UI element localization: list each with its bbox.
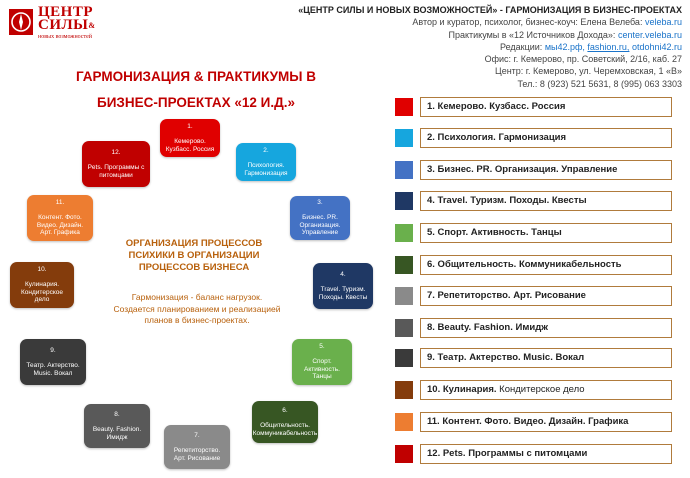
- editorial-link-3[interactable]: otdohni42.ru: [631, 41, 682, 52]
- editorial-link-1[interactable]: мы42.рф,: [544, 41, 585, 52]
- legend-color-swatch: [395, 413, 413, 431]
- node-number: 8.: [114, 410, 120, 418]
- legend-item-3: [395, 160, 666, 180]
- node-number: 12.: [111, 148, 121, 156]
- circle-node-11: [27, 195, 93, 241]
- node-number: 7.: [194, 431, 200, 439]
- header-phone: Тел.: 8 (923) 521 5631, 8 (995) 063 3303: [517, 78, 682, 89]
- node-number: 3.: [317, 199, 323, 207]
- node-number: 1.: [187, 122, 193, 130]
- circle-node-6: [252, 401, 318, 443]
- header-practicum-line: [262, 29, 682, 41]
- node-text: Контент. Фото. Видео. Дизайн. Арт. Графика: [36, 214, 84, 237]
- main-title: [46, 64, 346, 116]
- main-title-line1: ГАРМОНИЗАЦИЯ & ПРАКТИКУМЫ В: [75, 69, 317, 84]
- legend-color-swatch: [395, 319, 413, 337]
- legend-item-10: [395, 380, 666, 400]
- legend-color-swatch: [395, 445, 413, 463]
- node-number: 11.: [55, 199, 65, 207]
- legend-label: 11. Контент. Фото. Видео. Дизайн. Графика: [420, 412, 672, 432]
- legend-label: 4. Travel. Туризм. Походы. Квесты: [420, 191, 672, 211]
- legend-item-2: [395, 128, 666, 148]
- legend-color-swatch: [395, 129, 413, 147]
- legend-item-11: [395, 412, 666, 432]
- legend-item-12: [395, 444, 666, 464]
- node-text: Театр. Актерство. Music. Вокал: [26, 362, 80, 377]
- node-text: Кулинария. Кондитерское дело: [21, 281, 63, 304]
- node-number: 6.: [282, 406, 288, 414]
- node-number: 9.: [50, 346, 56, 354]
- header-editorial-line: [262, 41, 682, 53]
- legend-label: 2. Психология. Гармонизация: [420, 128, 672, 148]
- node-number: 2.: [263, 146, 269, 154]
- node-text: Travel. Туризм. Походы. Квесты: [318, 286, 368, 301]
- legend-label: [420, 380, 672, 400]
- legend-label: 6. Общительность. Коммуникабельность: [420, 255, 672, 275]
- legend-item-7: [395, 286, 666, 306]
- logo-title-line2: СИЛЫ: [38, 17, 89, 33]
- circle-node-10: [10, 262, 74, 308]
- legend-color-swatch: [395, 161, 413, 179]
- legend-color-swatch: [395, 287, 413, 305]
- center-body: Гармонизация - баланс нагрузок. Создается планированием и реализацией планов в бизнес-проектах.: [113, 292, 281, 325]
- header-practicum-text: Практикумы в «12 Источников Дохода»:: [448, 29, 616, 40]
- node-number: 5.: [319, 343, 325, 351]
- legend-color-swatch: [395, 98, 413, 116]
- legend-color-swatch: [395, 192, 413, 210]
- circle-node-12: [82, 141, 150, 187]
- node-number: 4.: [340, 270, 346, 278]
- header-title: «ЦЕНТР СИЛЫ И НОВЫХ ВОЗМОЖНОСТЕЙ» - ГАРМОНИЗАЦИЯ В БИЗНЕС-ПРОЕКТАХ: [298, 5, 682, 15]
- node-text: Общительность. Коммуникабельность: [252, 422, 318, 437]
- legend-item-6: [395, 255, 666, 275]
- legend-label: 5. Спорт. Активность. Танцы: [420, 223, 672, 243]
- logo-amp: &: [88, 21, 96, 30]
- legend-label: 9. Театр. Актерство. Music. Вокал: [420, 348, 672, 368]
- legend-color-swatch: [395, 349, 413, 367]
- legend-color-swatch: [395, 381, 413, 399]
- legend-label: 8. Beauty. Fashion. Имидж: [420, 318, 672, 338]
- circle-node-1: [160, 119, 220, 157]
- legend-item-8: [395, 318, 666, 338]
- circle-node-4: [313, 263, 373, 309]
- legend-color-swatch: [395, 256, 413, 274]
- legend-item-1: [395, 97, 666, 117]
- editorial-link-2[interactable]: fashion.ru,: [587, 41, 630, 52]
- legend-label: 1. Кемерово. Кузбасс. Россия: [420, 97, 672, 117]
- legend-label-extra: Кондитерское дело: [499, 384, 585, 395]
- circle-node-8: [84, 404, 150, 448]
- node-text: Репетиторство. Арт. Рисование: [173, 447, 221, 462]
- node-text: Pets. Программы с питомцами: [87, 164, 145, 179]
- legend-label: 3. Бизнес. PR. Организация. Управление: [420, 160, 672, 180]
- header-author-line: [262, 16, 682, 28]
- header-center: Центр: г. Кемерово, ул. Черемховская, 1 «В»: [495, 66, 682, 77]
- legend-item-4: [395, 191, 666, 211]
- legend-label: 12. Pets. Программы с питомцами: [420, 444, 672, 464]
- node-number: 10.: [37, 266, 47, 274]
- logo-title: [38, 6, 96, 32]
- legend-label: 7. Репетиторство. Арт. Рисование: [420, 286, 672, 306]
- practicum-link[interactable]: center.veleba.ru: [617, 29, 682, 40]
- circle-node-3: [290, 196, 350, 240]
- circle-node-5: [292, 339, 352, 385]
- circle-node-9: [20, 339, 86, 385]
- author-link[interactable]: veleba.ru: [644, 17, 682, 28]
- logo-title-line1: ЦЕНТР: [38, 4, 94, 20]
- legend-label-main: 10. Кулинария.: [427, 384, 497, 395]
- legend-item-9: [395, 348, 666, 368]
- center-heading: ОРГАНИЗАЦИЯ ПРОЦЕССОВ ПСИХИКИ В ОРГАНИЗАЦИИ ПРОЦЕССОВ БИЗНЕСА: [125, 238, 263, 273]
- legend-item-5: [395, 223, 666, 243]
- main-title-line2: БИЗНЕС-ПРОЕКТАХ «12 И.Д.»: [97, 95, 295, 110]
- circle-node-2: [236, 143, 296, 181]
- node-text: Спорт. Активность. Танцы: [304, 358, 340, 381]
- node-text: Психология. Гармонизация: [244, 162, 288, 177]
- logo-mark-icon: [8, 8, 34, 36]
- node-text: Кемерово. Кузбасс. Россия: [165, 138, 215, 153]
- circle-node-7: [164, 425, 230, 469]
- node-text: Beauty. Fashion. Имидж: [92, 426, 142, 441]
- header-author-text: Автор и куратор, психолог, бизнес-коуч: Елена Велеба:: [412, 17, 643, 28]
- legend-color-swatch: [395, 224, 413, 242]
- header-office: Офис: г. Кемерово, пр. Советский, 2/16, каб. 27: [484, 54, 682, 65]
- node-text: Бизнес. PR. Организация. Управление: [299, 214, 341, 237]
- logo-subtitle: новых возможностей: [38, 34, 92, 40]
- logo: [8, 6, 120, 42]
- header-editorial-text: Редакции:: [499, 41, 543, 52]
